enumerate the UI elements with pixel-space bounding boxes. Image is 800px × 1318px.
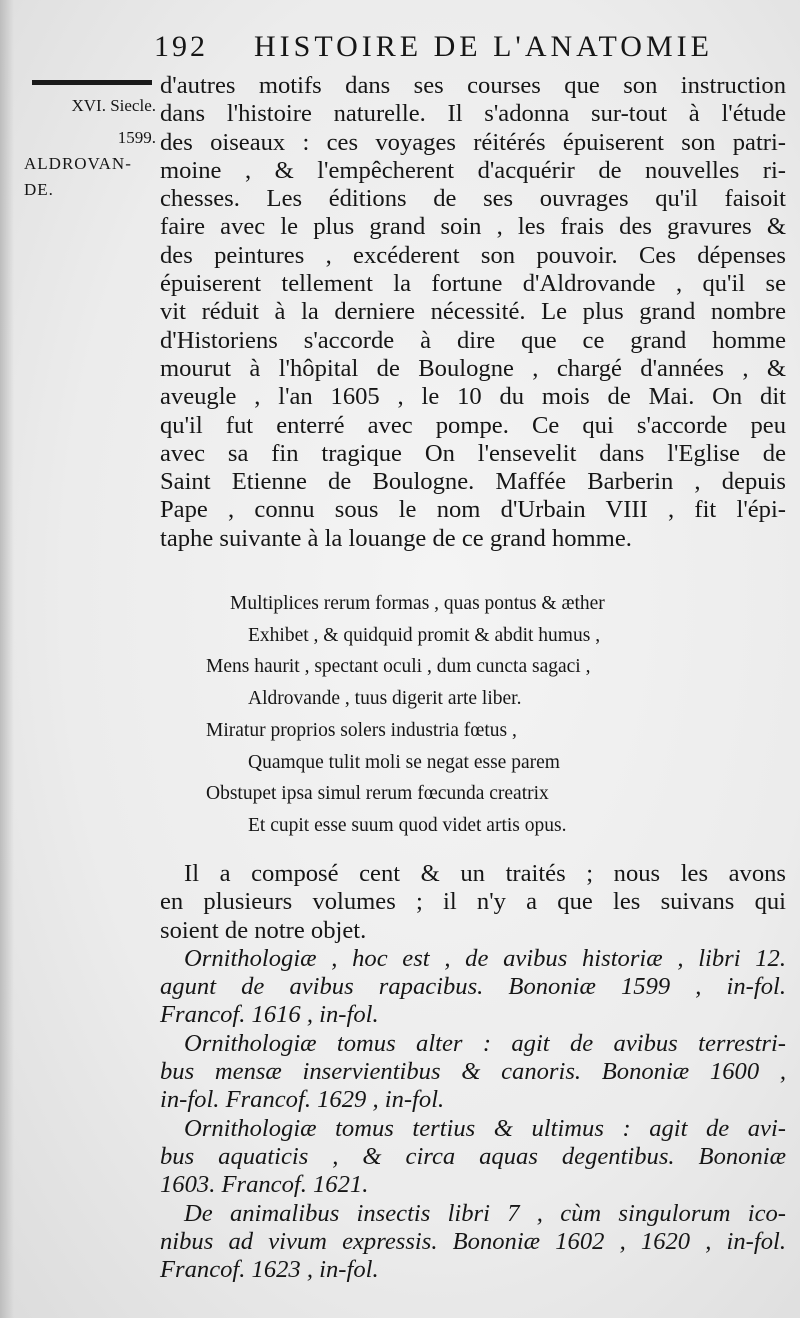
text-line: Pape , connu sous le nom d'Urbain VIII , fit l'épi- [160, 496, 786, 524]
page-header [154, 30, 786, 70]
text-line: des peintures , excéderent son pouvoir. Ces dépenses [160, 241, 786, 269]
bibliography-line: Ornithologiæ tomus tertius & ultimus : agit de avi- [184, 1114, 786, 1142]
header-rule [32, 80, 152, 85]
verse-line: Obstupet ipsa simul rerum fœcunda creatrix [206, 783, 549, 805]
bibliography-line: De animalibus insectis libri 7 , cùm singulorum ico- [184, 1199, 786, 1227]
text-line: moine , & l'empêcherent d'acquérir de nouvelles ri- [160, 156, 786, 184]
text-line: taphe suivante à la louange de ce grand homme. [160, 524, 632, 552]
verse-line: Mens haurit , spectant oculi , dum cuncta sagaci , [206, 656, 591, 678]
verse-line: Multiplices rerum formas , quas pontus & æther [230, 593, 605, 614]
bibliography-line: bus aquaticis , & circa aquas degentibus. Bononiæ [160, 1142, 786, 1170]
margin-notes [24, 93, 156, 203]
verse-line: Quamque tulit moli se negat esse parem [248, 751, 560, 773]
text-line: soient de notre objet. [160, 916, 367, 944]
verse-line: Miratur proprios solers industria fœtus , [206, 719, 517, 741]
verse-line: Aldrovande , tuus digerit arte liber. [248, 688, 522, 710]
text-line: faire avec le plus grand soin , les frais des gravures & [160, 213, 786, 241]
text-line: épuiserent tellement la fortune d'Aldrovande , qu'il se [160, 270, 786, 298]
bibliography-line: Ornithologiæ tomus alter : agit de avibus terrestri- [184, 1029, 786, 1057]
bibliography-line: Francof. 1616 , in-fol. [160, 1001, 379, 1029]
bibliography-line: Ornithologiæ , hoc est , de avibus historiæ , libri 12. [184, 944, 786, 972]
bibliography-line: agunt de avibus rapacibus. Bononiæ 1599 , in-fol. [160, 973, 786, 1001]
text-line: qu'il fut enterré avec pompe. Ce qui s'accorde peu [160, 411, 786, 439]
margin-year: 1599. [117, 128, 156, 147]
text-line: dans l'histoire naturelle. Il s'adonna sur-tout à l'étude [160, 100, 786, 128]
text-line: en plusieurs volumes ; il n'y a que les suivans qui [160, 888, 786, 916]
text-line: avec sa fin tragique On l'ensevelit dans l'Eglise de [160, 439, 786, 467]
text-line: d'Historiens s'accorde à dire que ce grand homme [160, 326, 786, 354]
bibliography-line: bus mensæ inservientibus & canoris. Bononiæ 1600 , [160, 1058, 786, 1086]
running-title: HISTOIRE DE L'ANATOMIE [254, 30, 713, 63]
epitaph-verse [160, 588, 786, 842]
text-line: Il a composé cent & un traités ; nous les avons [184, 860, 786, 887]
text-line: aveugle , l'an 1605 , le 10 du mois de Mai. On dit [160, 383, 786, 411]
text-line: d'autres motifs dans ses courses que son instruction [160, 72, 786, 99]
bibliography-line: 1603. Francof. 1621. [160, 1171, 369, 1199]
text-line: mourut à l'hôpital de Boulogne , chargé d'années , & [160, 354, 786, 382]
margin-name-line1: ALDROVAN- [24, 154, 132, 173]
margin-century: XVI. Siecle. [71, 96, 156, 115]
text-line: vit réduit à la derniere nécessité. Le plus grand nombre [160, 298, 786, 326]
text-line: Saint Etienne de Boulogne. Maffée Barberin , depuis [160, 468, 786, 496]
text-line: des oiseaux : ces voyages réitérés épuiserent son patri- [160, 128, 786, 156]
verse-line: Et cupit esse suum quod videt artis opus. [248, 814, 567, 836]
margin-name-line2: DE. [24, 180, 54, 199]
verse-line: Exhibet , & quidquid promit & abdit humus , [248, 624, 601, 646]
page-number: 192 [154, 30, 208, 63]
text-line: chesses. Les éditions de ses ouvrages qu'il faisoit [160, 185, 786, 213]
paragraph-works [160, 860, 786, 1284]
page-gutter-shadow [0, 0, 14, 1318]
bibliography-line: in-fol. Francof. 1629 , in-fol. [160, 1086, 445, 1114]
paragraph-biography [160, 72, 786, 553]
bibliography-line: Francof. 1623 , in-fol. [160, 1256, 379, 1284]
bibliography-line: nibus ad vivum expressis. Bononiæ 1602 , 1620 , in-fol. [160, 1227, 786, 1255]
